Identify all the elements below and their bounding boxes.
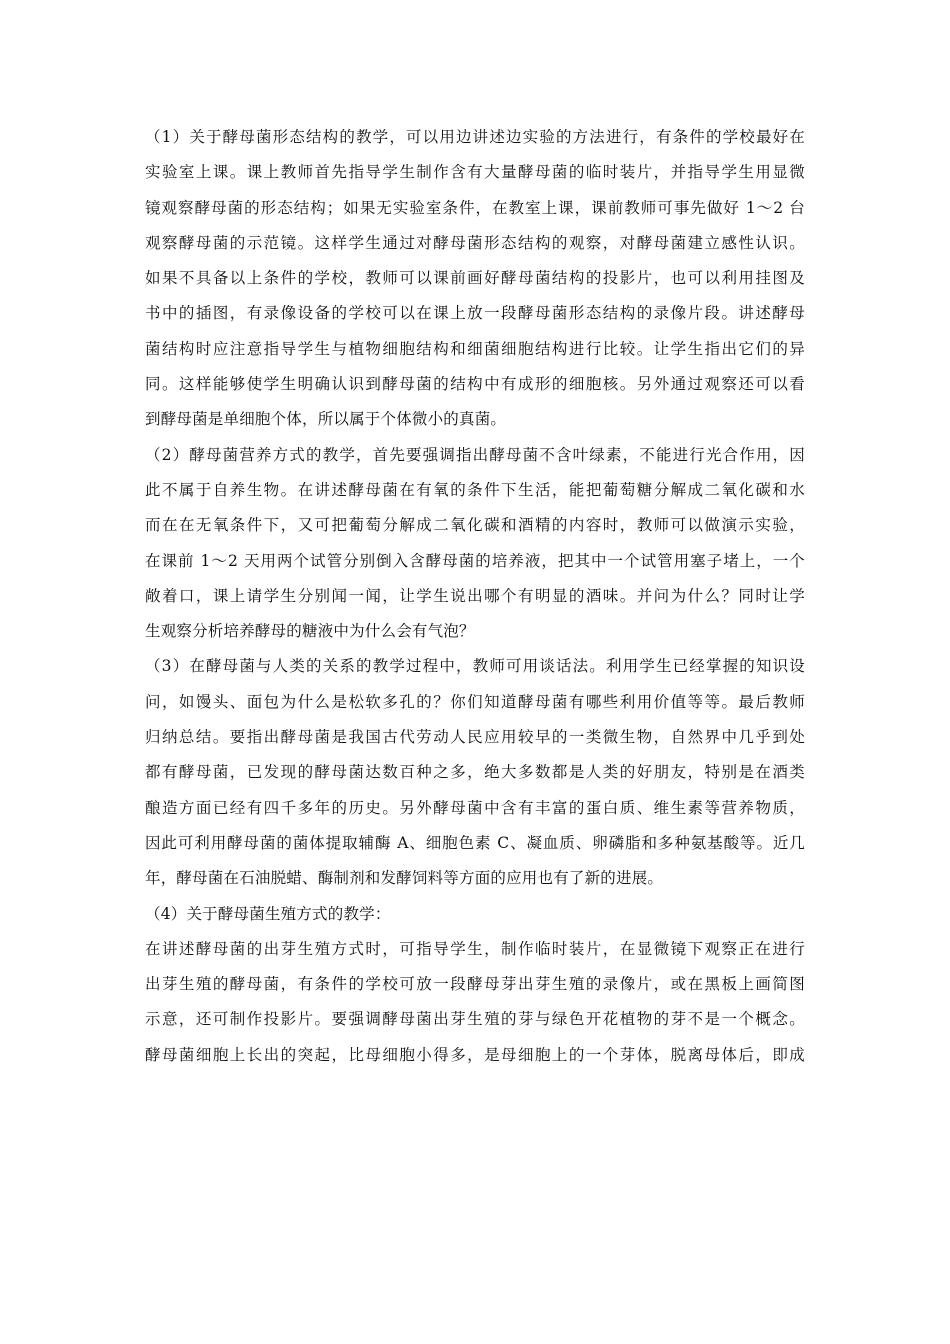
text-line: 镜观察酵母菌的形态结构；如果无实验室条件，在教室上课，课前教师可事先做好 1～2 台 (145, 198, 805, 217)
text-line: 敞着口，课上请学生分别闻一闻，让学生说出哪个有明显的酒味。并问为什么？同时让学 (145, 586, 805, 605)
text-line: 酿造方面已经有四千多年的历史。另外酵母菌中含有丰富的蛋白质、维生素等营养物质， (145, 798, 805, 817)
text-line: 生观察分析培养酵母的糖液中为什么会有气泡？ (145, 622, 475, 641)
text-line: 如果不具备以上条件的学校，教师可以课前画好酵母菌结构的投影片，也可以利用挂图及 (145, 269, 805, 288)
text-line: 菌结构时应注意指导学生与植物细胞结构和细菌细胞结构进行比较。让学生指出它们的异 (145, 339, 805, 358)
text-line: 归纳总结。要指出酵母菌是我国古代劳动人民应用较早的一类微生物，自然界中几乎到处 (145, 728, 805, 747)
text-line: 都有酵母菌，已发现的酵母菌达数百种之多，绝大多数都是人类的好朋友，特别是在酒类 (145, 763, 805, 782)
text-line: （4）关于酵母菌生殖方式的教学： (145, 904, 391, 923)
text-line: 年，酵母菌在石油脱蜡、酶制剂和发酵饲料等方面的应用也有了新的进展。 (145, 869, 664, 888)
text-line: 观察酵母菌的示范镜。这样学生通过对酵母菌形态结构的观察，对酵母菌建立感性认识。 (145, 233, 805, 252)
text-line: 到酵母菌是单细胞个体，所以属于个体微小的真菌。 (145, 410, 507, 429)
text-line: 酵母菌细胞上长出的突起，比母细胞小得多，是母细胞上的一个芽体，脱离母体后，即成 (145, 1045, 805, 1064)
text-line: 实验室上课。课上教师首先指导学生制作含有大量酵母菌的临时装片，并指导学生用显微 (145, 163, 805, 182)
text-line: （3）在酵母菌与人类的关系的教学过程中，教师可用谈话法。利用学生已经掌握的知识设 (145, 657, 805, 676)
document-body (145, 120, 805, 1073)
text-line: 同。这样能够使学生明确认识到酵母菌的结构中有成形的细胞核。另外通过观察还可以看 (145, 375, 805, 394)
text-line: 在讲述酵母菌的出芽生殖方式时，可指导学生，制作临时装片，在显微镜下观察正在进行 (145, 939, 805, 958)
text-line: 出芽生殖的酵母菌，有条件的学校可放一段酵母芽出芽生殖的录像片，或在黑板上画简图 (145, 975, 805, 994)
text-line: 此不属于自养生物。在讲述酵母菌在有氧的条件下生活，能把葡萄糖分解成二氧化碳和水 (145, 480, 805, 499)
text-line: （1）关于酵母菌形态结构的教学，可以用边讲述边实验的方法进行，有条件的学校最好在 (145, 128, 805, 146)
text-line: （2）酵母菌营养方式的教学，首先要强调指出酵母菌不含叶绿素，不能进行光合作用，因 (145, 445, 805, 464)
text-line: 因此可利用酵母菌的菌体提取辅酶 A、细胞色素 C、凝血质、卵磷脂和多种氨基酸等。近几 (145, 833, 805, 852)
text-line: 问，如馒头、面包为什么是松软多孔的？你们知道酵母菌有哪些利用价值等等。最后教师 (145, 692, 805, 711)
text-line: 在课前 1～2 天用两个试管分别倒入含酵母菌的培养液，把其中一个试管用塞子堵上，一个 (145, 551, 805, 570)
text-line: 示意，还可制作投影片。要强调酵母菌出芽生殖的芽与绿色开花植物的芽不是一个概念。 (145, 1010, 805, 1029)
text-line: 书中的插图，有录像设备的学校可以在课上放一段酵母菌形态结构的录像片段。讲述酵母 (145, 304, 805, 323)
text-line: 而在在无氧条件下，又可把葡萄分解成二氧化碳和酒精的内容时，教师可以做演示实验， (145, 516, 805, 535)
